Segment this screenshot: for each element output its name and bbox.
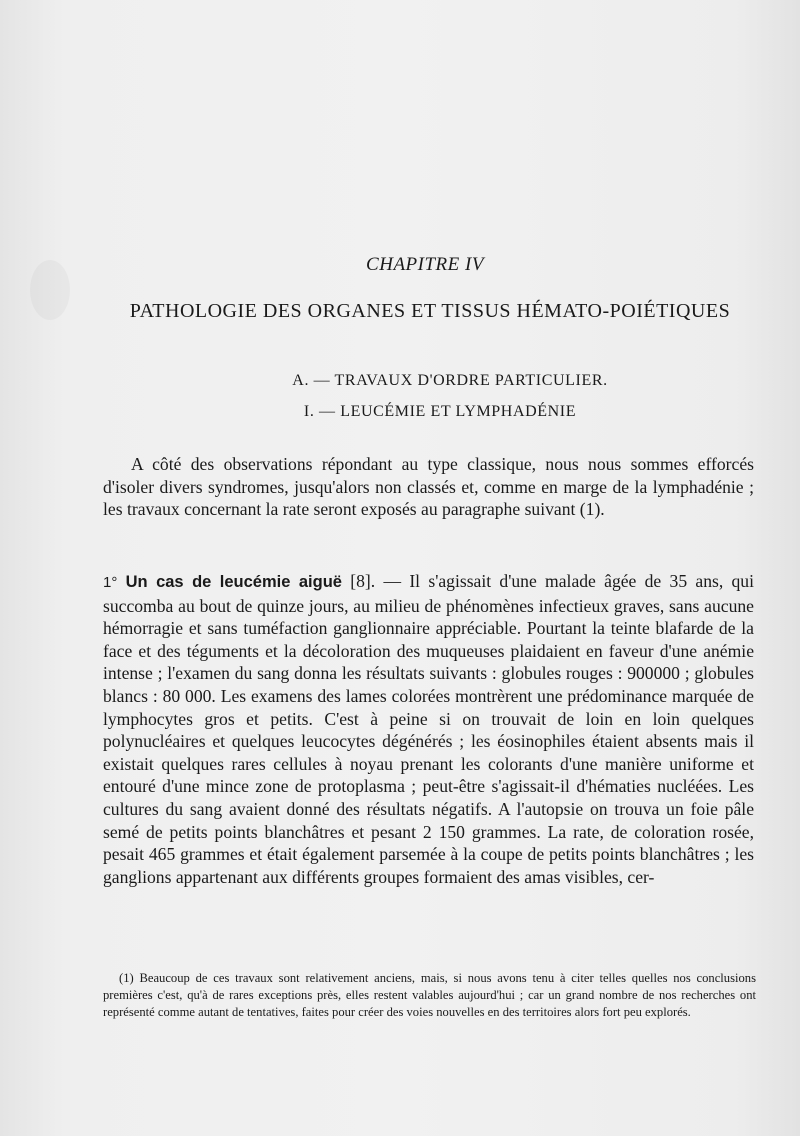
case-title: Un cas de leucémie aiguë xyxy=(125,573,342,591)
case-reference: [8] xyxy=(350,571,371,591)
section-title: A. — TRAVAUX D'ORDRE PARTICULIER. xyxy=(292,372,608,389)
subsection-title: I. — LEUCÉMIE ET LYMPHADÉNIE xyxy=(303,403,577,420)
footnote-text: Beaucoup de ces travaux sont relativement anciens, mais, si nous avons tenu à citer telles quelles nos conclusions premières c'est, qu'à de rares exceptions près, elles restent valables aujourd'hui ; car un grand nombre de nos recherches ont représenté comme autant de tentatives, faites pour créer des voies nouvelles en des territoires alors fort peu explorés. xyxy=(103,971,756,1019)
intro-paragraph: A côté des observations répondant au type classique, nous nous sommes efforcés d'isoler divers syndromes, jusqu'alors non classés et, comme en marge de la lymphadénie ; les travaux concernant la rate seront exposés au paragraphe suivant (1). xyxy=(103,454,754,520)
case-body: . — Il s'agissait d'une malade âgée de 35 ans, qui succomba au bout de quinze jours, au milieu de phénomènes infectieux graves, sans aucune hémorragie et sans tuméfaction ganglionnaire appréciable. Pourtant la teinte blafarde de la face et des téguments et la décoloration des muqueuses plaidaient en faveur d'une anémie intense ; l'examen du sang donna les résultats suivants : globules rouges : 900000 ; globules blancs : 80 000. Les examens des lames colorées montrèrent une prédominance marquée de lymphocytes gros et petits. C'est à peine si on trouvait de loin en loin quelques polynucléaires et quelques leucocytes dégénérés ; les éosinophiles étaient absents mais il existait quelques rares cellules à noyau prenant les colorants d'une manière uniforme et entouré d'une mince zone de protoplasma ; peut-être s'agissait-il d'hématies nucléées. Les cultures du sang avaient donné des résultats négatifs. A l'autopsie on trouva un foie pâle semé de petits points blanchâtres et pesant 2 150 grammes. La rate, de coloration rosée, pesait 465 grammes et était également parsemée à la coupe de petits points blanchâtres ; les ganglions appartenant aux différents groupes formaient des amas visibles, cer- xyxy=(103,571,754,887)
chapter-label: CHAPITRE IV xyxy=(366,254,484,275)
case-paragraph xyxy=(103,570,754,888)
case-number: 1° xyxy=(103,574,118,591)
footnote-marker: (1) xyxy=(119,971,134,985)
chapter-title: PATHOLOGIE DES ORGANES ET TISSUS HÉMATO-POIÉTIQUES xyxy=(129,300,731,322)
footnote xyxy=(103,970,756,1021)
